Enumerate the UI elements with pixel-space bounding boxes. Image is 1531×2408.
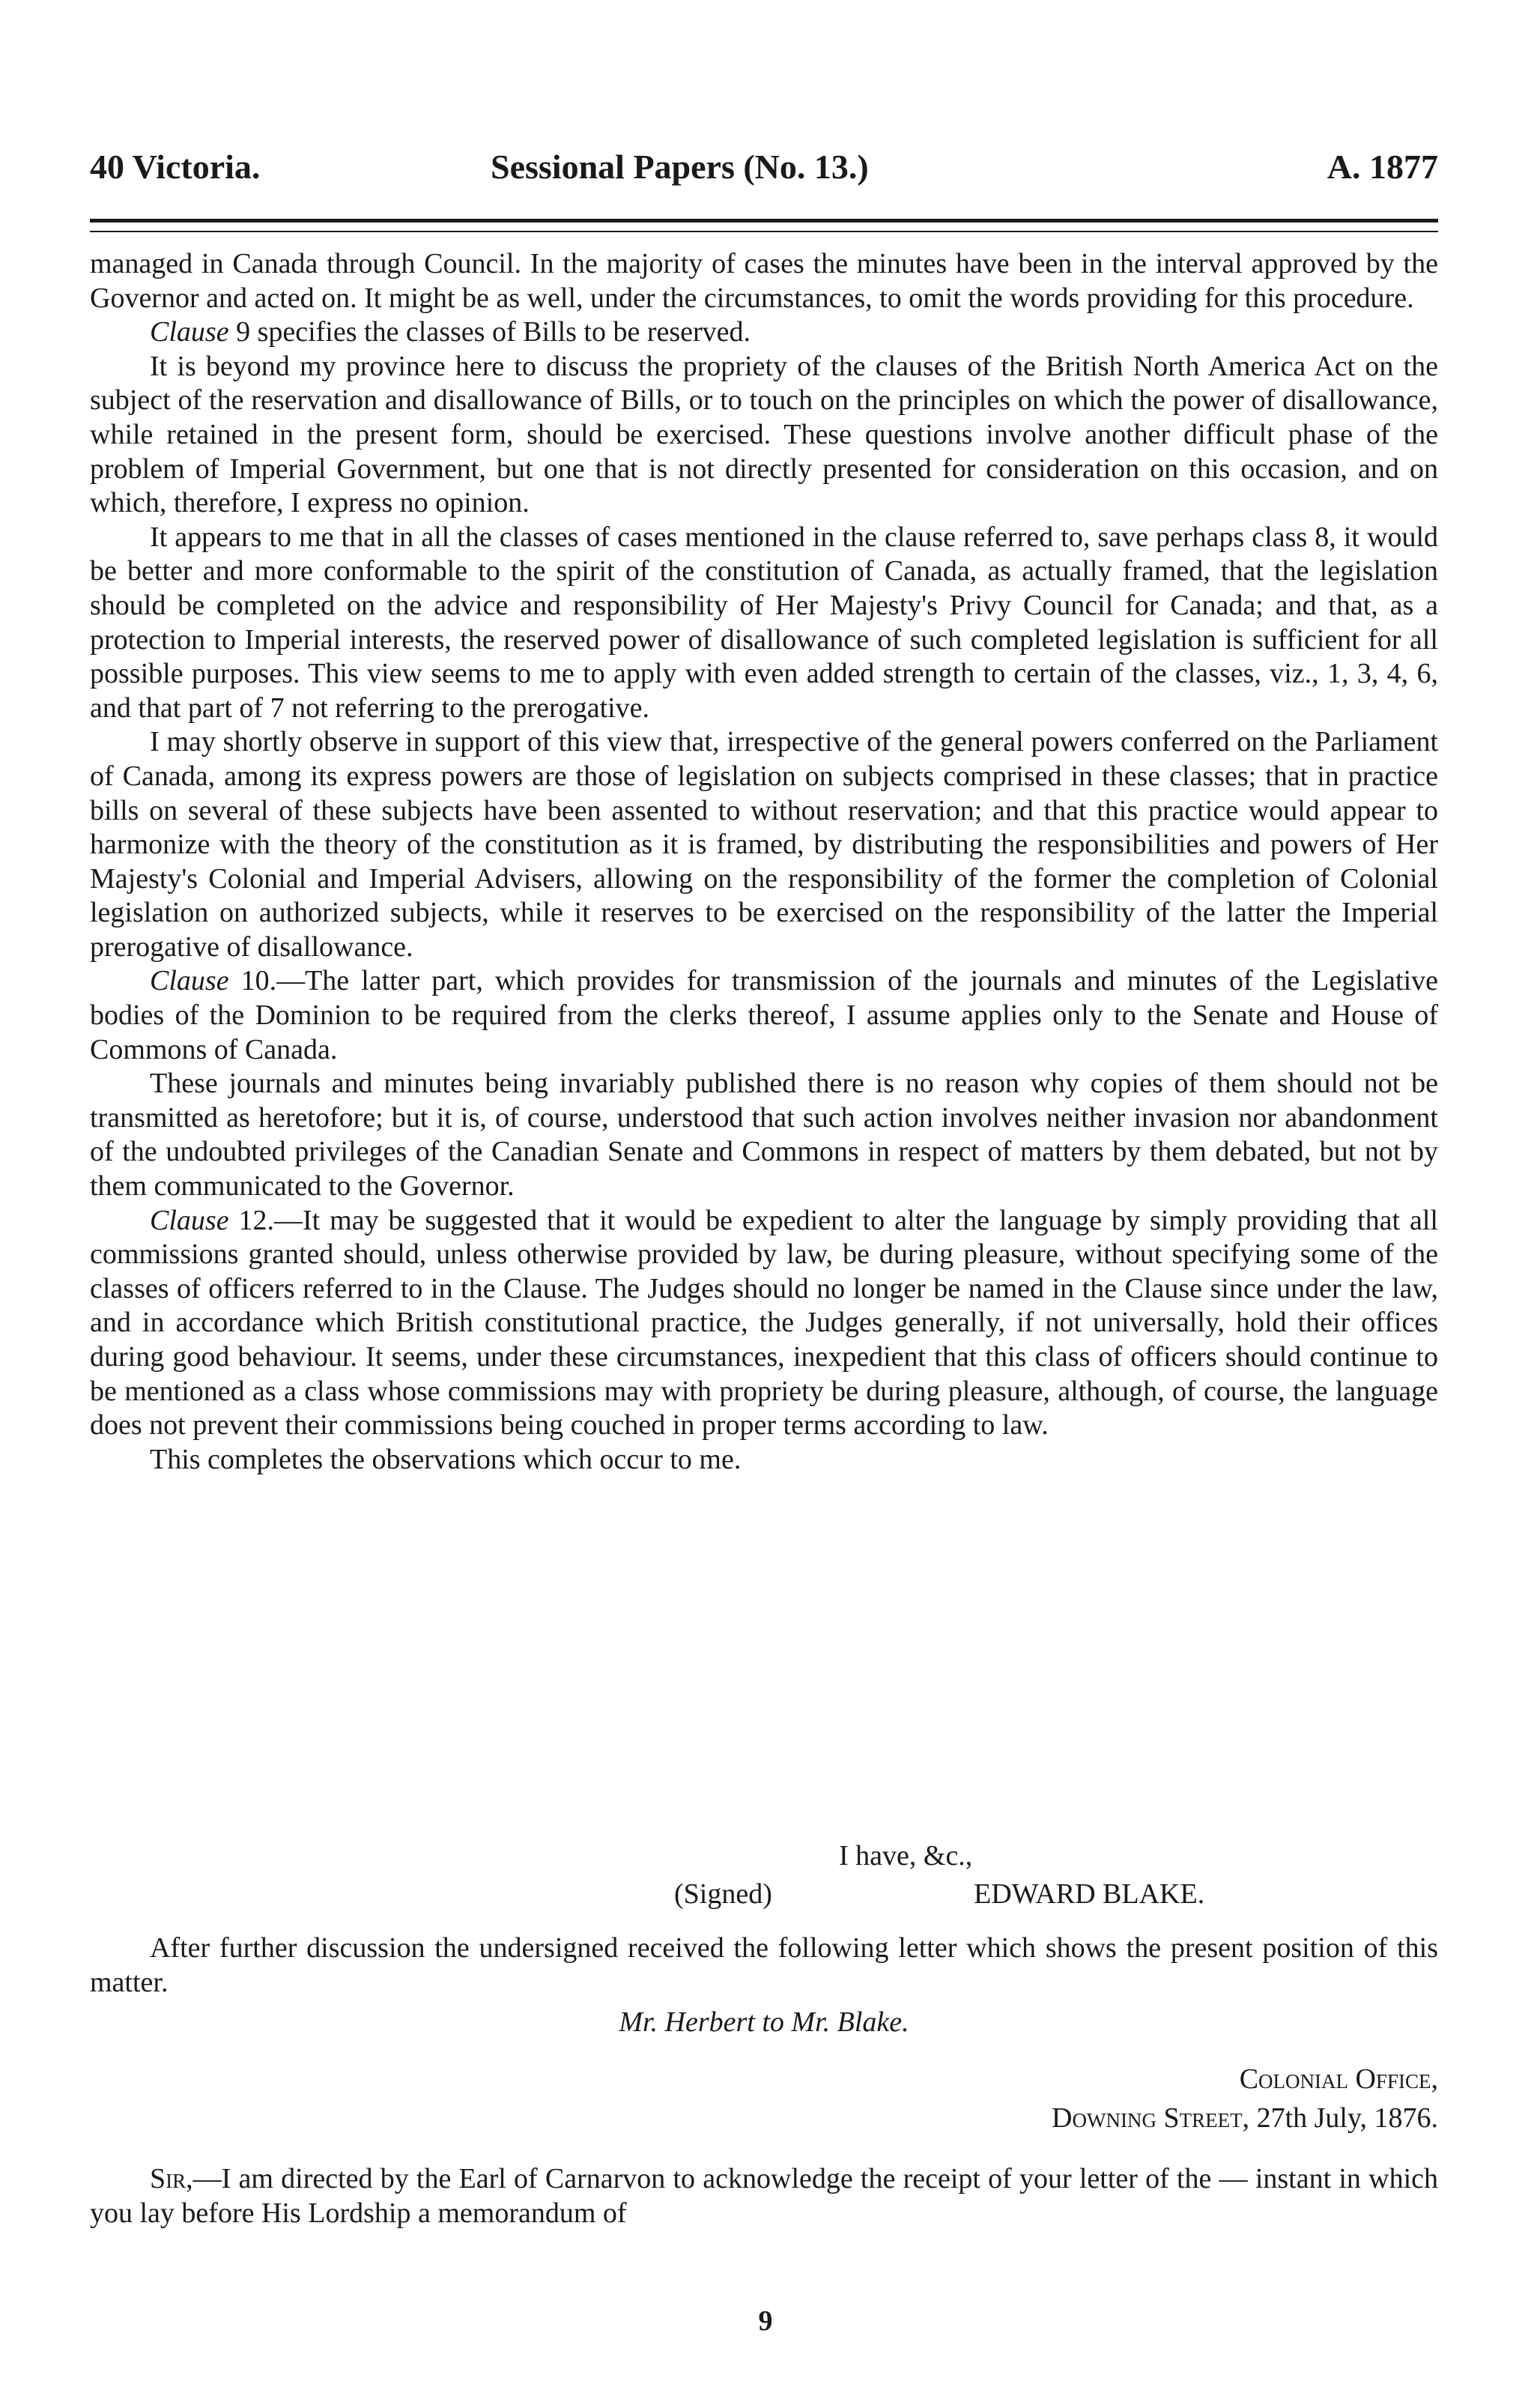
address-line-1: Colonial Office, — [1239, 2063, 1438, 2095]
after-text — [90, 1931, 1438, 2000]
signature-row — [90, 1877, 1438, 1911]
header-title: Sessional Papers (No. 13.) — [491, 148, 869, 186]
paragraph-1: managed in Canada through Council. In the majority of cases the minutes have been in the interval approved by the Governor and acted on. It might be as well, under the circumstances, to omit the words providing for this procedure. — [90, 248, 1438, 314]
paragraph-2: Clause 9 specifies the classes of Bills to be reserved. — [150, 316, 751, 348]
paragraph-8: Clause 12.—It may be suggested that it would be expedient to alter the language by simply providing that all commissions granted should, unless otherwise provided by law, be during pleasure, without specifying some of the classes of officers referred to in the Clause. The Judges should no longer be named in the Clause since under the law, and in accordance which British constitutional practice, the Judges generally, if not universally, hold their offices during good behaviour. It seems, under these circumstances, inexpedient that this class of officers should continue to be mentioned as a class whose commissions may with propriety be during pleasure, although, of course, the language does not prevent their commissions being couched in proper terms according to law. — [90, 1204, 1438, 1442]
closing-salutation-row — [90, 1839, 1438, 1873]
running-header — [90, 147, 1438, 199]
paragraph-9: This completes the observations which occur to me. — [150, 1443, 742, 1475]
letter-heading: Mr. Herbert to Mr. Blake. — [619, 2006, 909, 2038]
address-line-2: Downing Street, 27th July, 1876. — [1052, 2102, 1438, 2134]
signed-label: (Signed) — [674, 1878, 772, 1910]
paragraph-4: It appears to me that in all the classes of cases mentioned in the clause referred to, save perhaps class 8, it would be better and more conformable to the spirit of the constitution of Canada, as actually framed, that the legislation should be completed on the advice and responsibility of Her Majesty's Privy Council for Canada; and that, as a protection to Imperial interests, the reserved power of disallowance of such completed legislation is sufficient for all possible purposes. This view seems to me to apply with even added strength to certain of the classes, viz., 1, 3, 4, 6, and that part of 7 not referring to the prerogative. — [90, 521, 1438, 724]
page-number: 9 — [758, 2305, 773, 2337]
paragraph-6: Clause 10.—The latter part, which provides for transmission of the journals and minutes of the Legislative bodies of the Dominion to be required from the clerks thereof, I assume applies only to the Senate and House of Commons of Canada. — [90, 965, 1438, 1065]
paragraph-7: These journals and minutes being invariably published there is no reason why copies of them should not be transmitted as heretofore; but it is, of course, understood that such action involves neither invasion nor abandonment of the undoubted privileges of the Canadian Senate and Commons in respect of matters by them debated, but not by them communicated to the Governor. — [90, 1068, 1438, 1203]
body-text — [90, 247, 1438, 1477]
header-session: 40 Victoria. — [90, 148, 261, 186]
letter-opening: Sir,—I am directed by the Earl of Carnarvon to acknowledge the receipt of your letter of the — instant in which you lay before His Lordship a memorandum of — [90, 2163, 1438, 2229]
header-rule-thick — [90, 219, 1438, 223]
closing-salutation: I have, &c., — [839, 1840, 973, 1872]
paragraph-3: It is beyond my province here to discuss the propriety of the clauses of the British North America Act on the subject of the reservation and disallowance of Bills, or to touch on the principles on which the power of disallowance, while retained in the present form, should be exercised. These questions involve another difficult phase of the problem of Imperial Government, but one that is not directly presented for consideration on this occasion, and on which, therefore, I express no opinion. — [90, 350, 1438, 519]
signatory-name: EDWARD BLAKE. — [974, 1878, 1205, 1910]
letter-text — [90, 2162, 1438, 2230]
header-rule-thin — [90, 231, 1438, 232]
header-year: A. 1877 — [1327, 148, 1438, 186]
paragraph-after: After further discussion the undersigned received the following letter which shows the present position of this matter. — [90, 1932, 1438, 1998]
paragraph-5: I may shortly observe in support of this view that, irrespective of the general powers conferred on the Parliament of Canada, among its express powers are those of legislation on subjects comprised in these classes; that in practice bills on several of these subjects have been assented to without reservation; and that this practice would appear to harmonize with the theory of the constitution as it is framed, by distributing the responsibilities and powers of Her Majesty's Colonial and Imperial Advisers, allowing on the responsibility of the former the completion of Colonial legislation on authorized subjects, while it reserves to be exercised on the responsibility of the latter the Imperial prerogative of disallowance. — [90, 726, 1438, 963]
